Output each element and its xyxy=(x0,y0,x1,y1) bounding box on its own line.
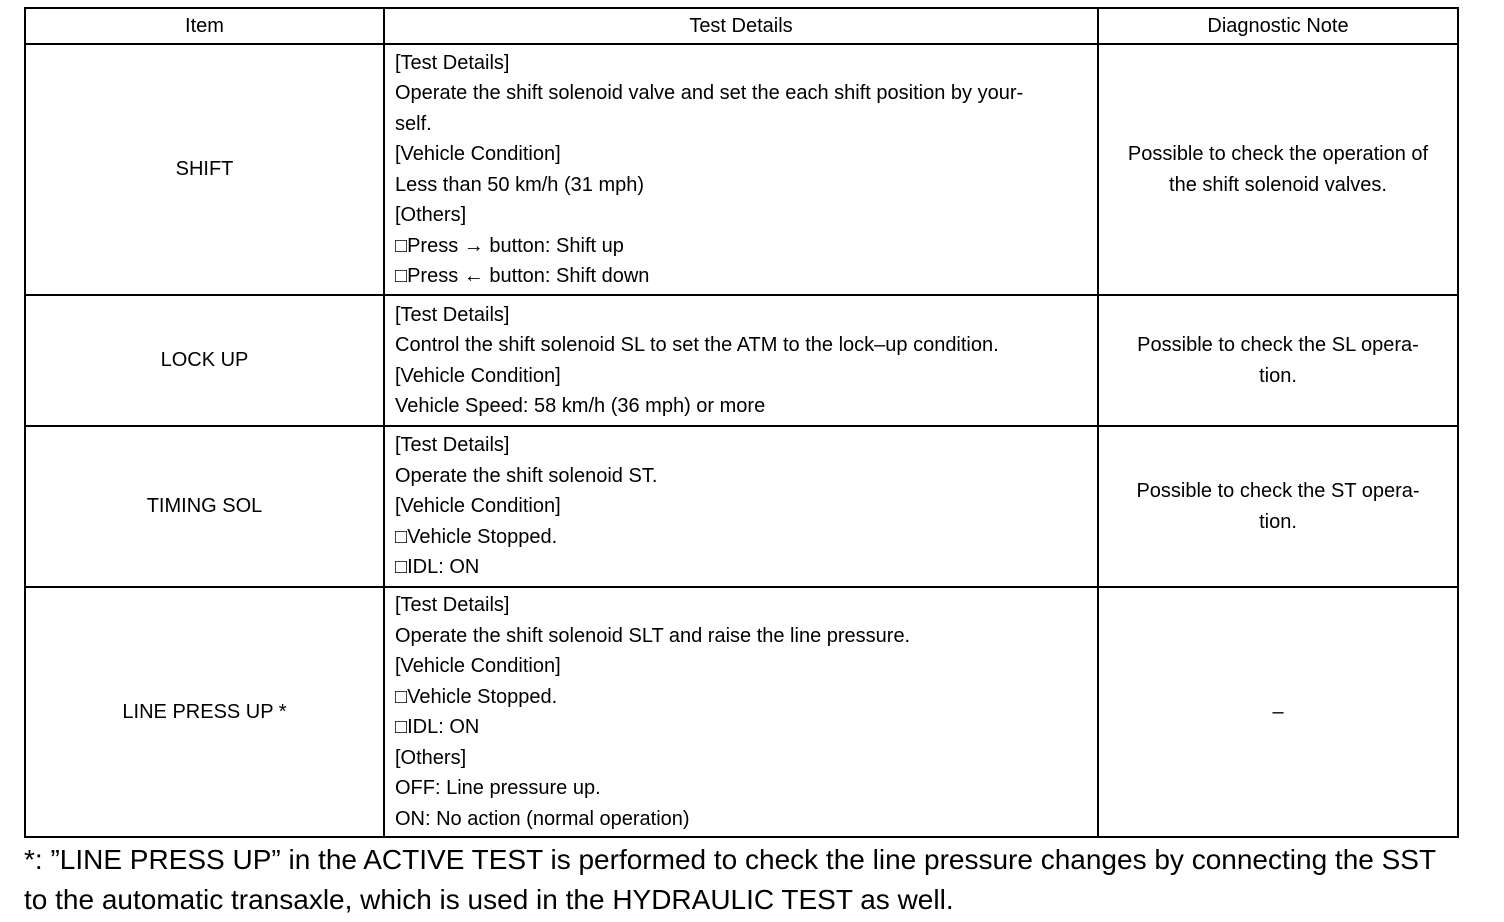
column-header-item: Item xyxy=(25,8,384,44)
detail-line: □Vehicle Stopped. xyxy=(395,525,558,548)
detail-line: Vehicle Speed: 58 km/h (36 mph) or more xyxy=(395,395,766,417)
note-line: Possible to check the ST opera- xyxy=(1136,480,1420,502)
detail-line: [Vehicle Condition] xyxy=(395,143,561,165)
diagnostic-note-cell xyxy=(1098,426,1458,587)
detail-line: Operate the shift solenoid ST. xyxy=(395,464,658,487)
detail-line: [Others] xyxy=(395,204,467,226)
detail-line: OFF: Line pressure up. xyxy=(395,777,601,799)
item-cell: LOCK UP xyxy=(25,295,384,426)
diagnostic-note-cell xyxy=(1098,295,1458,426)
detail-line: [Test Details] xyxy=(395,594,510,616)
detail-line: [Test Details] xyxy=(395,303,510,326)
detail-line: [Others] xyxy=(395,746,467,769)
item-cell: TIMING SOL xyxy=(25,426,384,587)
test-details-cell xyxy=(384,587,1098,837)
test-details-cell xyxy=(384,295,1098,426)
note-line: tion. xyxy=(1259,510,1297,533)
detail-line: ON: No action (normal operation) xyxy=(395,807,690,830)
detail-line: [Test Details] xyxy=(395,434,510,457)
detail-line: □IDL: ON xyxy=(395,716,480,738)
test-details-cell xyxy=(384,44,1098,295)
note-line: – xyxy=(1272,700,1284,723)
column-header-diagnostic-note: Diagnostic Note xyxy=(1098,8,1458,44)
column-header-test-details: Test Details xyxy=(384,8,1098,44)
detail-line: Operate the shift solenoid valve and set the each shift position by your- xyxy=(395,82,1024,104)
detail-line: self. xyxy=(395,112,432,135)
note-line: Possible to check the SL opera- xyxy=(1137,334,1419,356)
footnote: *: ”LINE PRESS UP” in the ACTIVE TEST is performed to check the line pressure changes by connecting the SST to the automatic transaxle, which is used in the HYDRAULIC TEST as well. xyxy=(24,844,1436,915)
detail-line: [Vehicle Condition] xyxy=(395,495,561,518)
test-details-cell xyxy=(384,426,1098,587)
diagnostic-note-cell xyxy=(1098,44,1458,295)
detail-line: □Vehicle Stopped. xyxy=(395,685,558,708)
detail-line: [Vehicle Condition] xyxy=(395,655,561,677)
table-row xyxy=(25,44,1458,295)
detail-line: Less than 50 km/h (31 mph) xyxy=(395,173,645,196)
item-cell: SHIFT xyxy=(25,44,384,295)
detail-line: □Press ← button: Shift down xyxy=(395,265,650,287)
table-row xyxy=(25,587,1458,837)
active-test-table xyxy=(24,7,1459,838)
detail-line: Operate the shift solenoid SLT and raise the line pressure. xyxy=(395,624,911,647)
table-row xyxy=(25,426,1458,587)
detail-line: [Test Details] xyxy=(395,51,510,74)
detail-line: □IDL: ON xyxy=(395,556,480,579)
note-line: tion. xyxy=(1259,364,1297,387)
note-line: the shift solenoid valves. xyxy=(1169,173,1387,196)
header-row xyxy=(25,8,1458,44)
item-cell: LINE PRESS UP * xyxy=(25,587,384,837)
diagnostic-note-cell xyxy=(1098,587,1458,837)
detail-line: □Press → button: Shift up xyxy=(395,234,624,257)
table-row xyxy=(25,295,1458,426)
detail-line: Control the shift solenoid SL to set the ATM to the lock–up condition. xyxy=(395,334,999,356)
note-line: Possible to check the operation of xyxy=(1127,143,1429,165)
detail-line: [Vehicle Condition] xyxy=(395,364,561,387)
